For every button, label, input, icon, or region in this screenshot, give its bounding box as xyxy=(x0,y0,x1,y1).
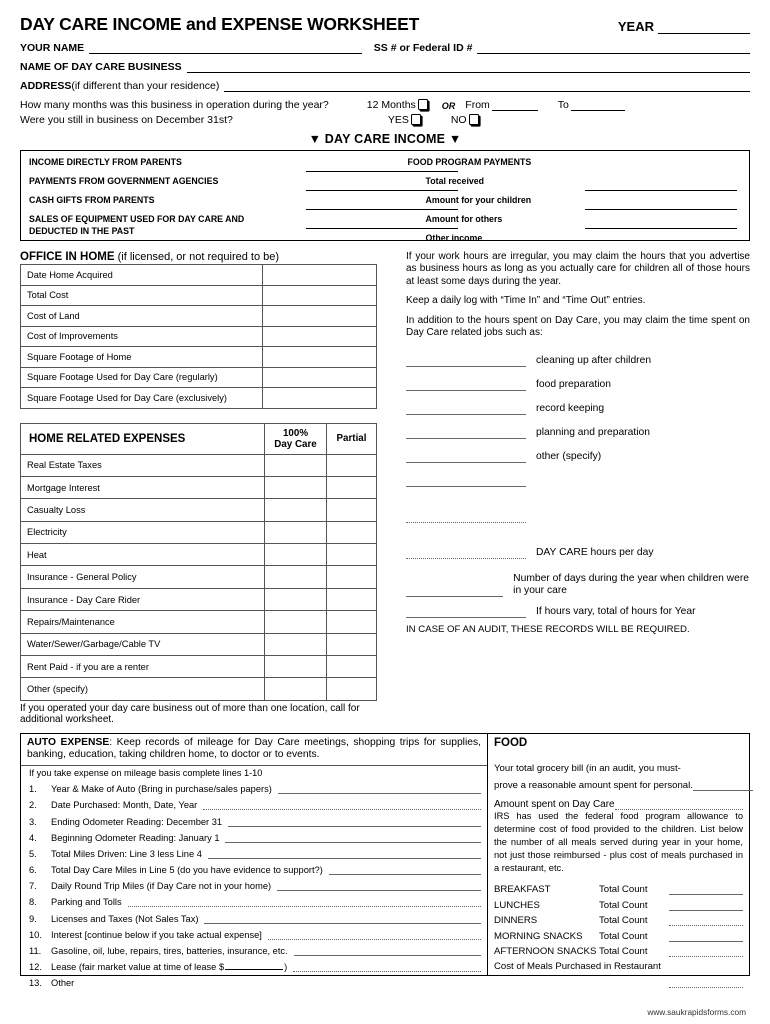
table-row xyxy=(21,285,377,306)
your-name-input[interactable] xyxy=(89,42,362,54)
meal-row xyxy=(488,926,749,941)
food-grocery-text-1: Your total grocery bill (in an audit, you must- xyxy=(494,762,681,774)
auto-input-3[interactable] xyxy=(228,814,481,827)
auto-line-row xyxy=(21,924,487,940)
table-header-row xyxy=(21,423,377,454)
twelve-months-label: 12 Months xyxy=(366,99,416,111)
food-input-total[interactable] xyxy=(585,190,737,191)
hours-item-row xyxy=(406,353,750,367)
hre-pt-0[interactable] xyxy=(327,454,377,476)
hours-paragraph-2: Keep a daily log with “Time In” and “Time Out” entries. xyxy=(406,295,646,307)
hre-title: HOME RELATED EXPENSES xyxy=(21,423,265,454)
business-name-input[interactable] xyxy=(187,61,750,73)
yes-checkbox[interactable] xyxy=(411,114,421,125)
auto-text-13: Other xyxy=(51,978,75,989)
yes-label: YES xyxy=(387,114,409,126)
food-input-others[interactable] xyxy=(585,228,737,229)
auto-line-row xyxy=(21,891,487,907)
hre-label-5: Insurance - General Policy xyxy=(21,566,265,588)
auto-num-7: 7. xyxy=(29,881,37,892)
auto-expense-subtitle: If you take expense on mileage basis complete lines 1-10 xyxy=(29,767,263,778)
your-name-row xyxy=(20,42,750,54)
auto-line-row xyxy=(21,907,487,923)
hours-input-blank-1[interactable] xyxy=(406,473,526,487)
bottom-section xyxy=(20,733,750,989)
table-row xyxy=(21,656,377,678)
hre-pt-5[interactable] xyxy=(327,566,377,588)
hours-paragraph-3: In addition to the hours spent on Day Care, you may claim the time spent on Day Care related jobs such as: xyxy=(406,314,750,339)
auto-expense-panel xyxy=(21,734,488,989)
auto-text-1: Year & Make of Auto (Bring in purchase/sales papers) xyxy=(51,784,272,795)
hre-label-6: Insurance - Day Care Rider xyxy=(21,588,265,610)
hre-pt-9[interactable] xyxy=(327,656,377,678)
hours-label-record-keeping: record keeping xyxy=(536,403,605,415)
table-row xyxy=(21,633,377,655)
hours-item-row xyxy=(406,573,750,597)
meal-count-label-breakfast: Total Count xyxy=(599,884,648,896)
year-label: YEAR xyxy=(617,19,654,34)
hre-dc-10[interactable] xyxy=(265,678,327,700)
meal-label-dinners: DINNERS xyxy=(494,915,538,927)
food-daycare-amount-row xyxy=(488,791,749,810)
auto-text-7: Daily Round Trip Miles (if Day Care not in your home) xyxy=(51,881,272,892)
table-row xyxy=(21,265,377,286)
ssn-input[interactable] xyxy=(477,42,750,54)
auto-input-7[interactable] xyxy=(277,878,481,891)
table-row xyxy=(21,306,377,327)
hre-dc-6[interactable] xyxy=(265,588,327,610)
hours-item-row xyxy=(406,545,750,559)
auto-num-4: 4. xyxy=(29,832,37,843)
auto-line-row xyxy=(21,972,487,988)
table-row xyxy=(21,326,377,347)
oih-value-2[interactable] xyxy=(263,306,377,327)
no-label: NO xyxy=(450,114,467,126)
hre-dc-1[interactable] xyxy=(265,476,327,498)
hours-input-record-keeping[interactable] xyxy=(406,401,526,415)
income-label-sales-2: DEDUCTED IN THE PAST xyxy=(29,226,135,236)
oih-value-1[interactable] xyxy=(263,285,377,306)
auto-num-11: 11. xyxy=(29,946,42,957)
hre-dc-7[interactable] xyxy=(265,611,327,633)
oih-label-0: Date Home Acquired xyxy=(21,265,263,286)
still-business-label: Were you still in business on December 31st? xyxy=(20,114,233,126)
auto-text-8: Parking and Tolls xyxy=(51,897,122,908)
from-label: From xyxy=(465,99,490,111)
income-label-cash-gifts: CASH GIFTS FROM PARENTS xyxy=(29,195,155,205)
office-in-home-title-bold: OFFICE IN HOME xyxy=(20,251,115,263)
hours-label-cleaning: cleaning up after children xyxy=(536,355,652,367)
auto-num-6: 6. xyxy=(29,865,37,876)
auto-input-9[interactable] xyxy=(204,911,481,924)
auto-input-11[interactable] xyxy=(294,943,481,956)
oih-value-5[interactable] xyxy=(263,367,377,388)
auto-text-11: Gasoline, oil, lube, repairs, tires, batteries, insurance, etc. xyxy=(51,946,288,957)
business-name-label: NAME OF DAY CARE BUSINESS xyxy=(20,61,182,73)
header-title-row xyxy=(20,14,750,35)
oih-value-4[interactable] xyxy=(263,347,377,368)
income-left-column xyxy=(21,151,400,240)
auto-text-10: Interest [continue below if you take actual expense] xyxy=(51,929,262,940)
food-daycare-amount-input[interactable] xyxy=(615,798,743,810)
hre-col-partial: Partial xyxy=(327,423,377,454)
hre-label-7: Repairs/Maintenance xyxy=(21,611,265,633)
hre-dc-5[interactable] xyxy=(265,566,327,588)
hours-input-per-day[interactable] xyxy=(406,545,526,559)
auto-expense-header xyxy=(21,734,487,766)
food-irs-paragraph: IRS has used the federal food program allowance to determine cost of food provided to the children. List below the number of all meals served during year in your home, not just those reimbursed - plus cost of meals purchased in a restaurant, etc. xyxy=(494,810,743,873)
auto-text-4: Beginning Odometer Reading: January 1 xyxy=(51,832,220,843)
still-business-row xyxy=(20,114,750,126)
auto-line-row xyxy=(21,859,487,875)
income-label-sales-1: SALES OF EQUIPMENT USED FOR DAY CARE AND xyxy=(29,214,245,224)
table-row xyxy=(21,476,377,498)
hours-label-planning: planning and preparation xyxy=(536,427,650,439)
table-row xyxy=(21,544,377,566)
auto-input-13[interactable] xyxy=(80,976,481,988)
auto-input-10[interactable] xyxy=(268,927,481,940)
auto-input-12[interactable] xyxy=(293,959,481,972)
oih-label-5: Square Footage Used for Day Care (regularly) xyxy=(21,367,263,388)
from-input[interactable] xyxy=(492,110,538,111)
hours-item-row xyxy=(406,449,750,463)
auto-input-4[interactable] xyxy=(225,830,481,843)
auto-num-13: 13. xyxy=(29,978,42,989)
hre-label-0: Real Estate Taxes xyxy=(21,454,265,476)
auto-num-9: 9. xyxy=(29,913,37,924)
hours-input-other[interactable] xyxy=(406,449,526,463)
oih-label-3: Cost of Improvements xyxy=(21,326,263,347)
hre-label-9: Rent Paid - if you are a renter xyxy=(21,656,265,678)
hours-label-days-count: Number of days during the year when children were in your care xyxy=(513,573,749,597)
meal-row xyxy=(488,942,749,957)
footer-url: www.saukrapidsforms.com xyxy=(647,1007,746,1017)
restaurant-label: Cost of Meals Purchased in Restaurant xyxy=(494,961,661,973)
food-title: FOOD xyxy=(494,736,528,749)
table-row xyxy=(21,499,377,521)
ssn-label: SS # or Federal ID # xyxy=(373,42,473,54)
meal-count-label-lunches: Total Count xyxy=(599,899,648,911)
your-name-label: YOUR NAME xyxy=(20,42,85,54)
auto-line-row xyxy=(21,843,487,859)
auto-expense-title: AUTO EXPENSE xyxy=(27,736,110,748)
hours-label-food-prep: food preparation xyxy=(536,379,611,391)
table-row xyxy=(21,367,377,388)
address-label: ADDRESS xyxy=(20,80,72,92)
auto-input-6[interactable] xyxy=(329,862,481,875)
auto-text-9: Licenses and Taxes (Not Sales Tax) xyxy=(51,913,199,924)
auto-input-8[interactable] xyxy=(128,894,481,907)
oih-label-6: Square Footage Used for Day Care (exclusively) xyxy=(21,388,263,409)
no-checkbox[interactable] xyxy=(469,114,479,125)
hours-input-total-year[interactable] xyxy=(406,604,526,618)
meal-count-label-dinners: Total Count xyxy=(599,915,648,927)
hours-item-row xyxy=(406,377,750,391)
meal-input-dinners[interactable] xyxy=(669,914,743,926)
hre-label-3: Electricity xyxy=(21,521,265,543)
food-grocery-row-2 xyxy=(488,774,749,791)
address-note: (if different than your residence) xyxy=(71,80,220,92)
hre-label-1: Mortgage Interest xyxy=(21,476,265,498)
meal-input-lunches[interactable] xyxy=(669,899,743,911)
auto-text-5: Total Miles Driven: Line 3 less Line 4 xyxy=(51,848,202,859)
table-row xyxy=(21,388,377,409)
hre-pt-3[interactable] xyxy=(327,521,377,543)
hre-col-daycare xyxy=(265,423,327,454)
food-label-other-income: Other income xyxy=(425,233,483,243)
meal-row xyxy=(488,895,749,910)
hours-item-row xyxy=(406,509,750,523)
middle-left-column xyxy=(20,251,398,726)
hre-pt-6[interactable] xyxy=(327,588,377,610)
table-row xyxy=(21,611,377,633)
meal-count-label-afternoon-snacks: Total Count xyxy=(599,945,648,957)
auto-num-2: 2. xyxy=(29,800,37,811)
food-daycare-amount-label: Amount spent on Day Care xyxy=(494,798,615,810)
hours-item-row xyxy=(406,425,750,439)
meal-label-morning-snacks: MORNING SNACKS xyxy=(494,930,583,942)
auto-line-row xyxy=(21,827,487,843)
food-panel xyxy=(488,734,749,975)
food-label-your-children: Amount for your children xyxy=(425,195,532,205)
meal-row xyxy=(488,911,749,926)
hours-item-row xyxy=(406,401,750,415)
home-related-expenses-table xyxy=(20,423,377,701)
auto-line-row xyxy=(21,810,487,826)
auto-lease-fmv-input[interactable] xyxy=(225,961,283,970)
hre-dc-4[interactable] xyxy=(265,544,327,566)
hre-pt-1[interactable] xyxy=(327,476,377,498)
meal-input-breakfast[interactable] xyxy=(669,883,743,895)
auto-text-2: Date Purchased: Month, Date, Year xyxy=(51,800,198,811)
year-input-line[interactable] xyxy=(658,33,750,34)
auto-text-3: Ending Odometer Reading: December 31 xyxy=(51,816,223,827)
table-row xyxy=(21,678,377,700)
auto-text-12-pre: Lease (fair market value at time of lease $ xyxy=(51,962,225,973)
hre-label-10: Other (specify) xyxy=(21,678,265,700)
food-grocery-input[interactable] xyxy=(693,779,753,791)
months-question-row xyxy=(20,99,750,111)
to-input[interactable] xyxy=(571,110,625,111)
hre-label-2: Casualty Loss xyxy=(21,499,265,521)
hre-dc-9[interactable] xyxy=(265,656,327,678)
oih-label-4: Square Footage of Home xyxy=(21,347,263,368)
hours-input-food-prep[interactable] xyxy=(406,377,526,391)
table-row xyxy=(21,588,377,610)
hours-paragraph-1: If your work hours are irregular, you may claim the hours that you advertise as business hours as long as you actually care for children all of those hours at least some days during the year. xyxy=(406,251,750,287)
auto-line-row xyxy=(21,875,487,891)
hre-dc-3[interactable] xyxy=(265,521,327,543)
auto-text-12 xyxy=(51,961,287,972)
audit-note: IN CASE OF AN AUDIT, THESE RECORDS WILL BE REQUIRED. xyxy=(406,624,690,636)
oih-label-1: Total Cost xyxy=(21,285,263,306)
table-row xyxy=(21,347,377,368)
meal-count-label-morning-snacks: Total Count xyxy=(599,930,648,942)
auto-expense-title-rest: : Keep records of mileage for Day Care meetings, shopping trips for supplies, banking, education, taking children home, to doctor or to events. xyxy=(27,736,481,761)
income-right-column xyxy=(400,151,749,243)
hre-col-100-label: 100% xyxy=(282,427,309,439)
to-label: To xyxy=(557,99,569,111)
hours-label-total-year: If hours vary, total of hours for Year xyxy=(536,606,696,618)
income-box xyxy=(20,150,750,241)
table-row xyxy=(21,521,377,543)
hre-col-daycare-label: Day Care xyxy=(274,438,317,450)
auto-num-10: 10. xyxy=(29,929,42,940)
middle-right-column xyxy=(398,251,750,726)
meal-row xyxy=(488,880,749,895)
hours-item-row xyxy=(406,473,750,487)
hre-label-4: Heat xyxy=(21,544,265,566)
year-field-group xyxy=(618,19,750,35)
auto-text-6: Total Day Care Miles in Line 5 (do you have evidence to support?) xyxy=(51,865,323,876)
auto-num-12: 12. xyxy=(29,962,42,973)
twelve-months-checkbox[interactable] xyxy=(418,99,428,110)
page-title: DAY CARE INCOME and EXPENSE WORKSHEET xyxy=(20,14,420,34)
address-input[interactable] xyxy=(224,80,750,92)
hre-label-8: Water/Sewer/Garbage/Cable TV xyxy=(21,633,265,655)
or-label: OR xyxy=(441,101,456,111)
office-in-home-title xyxy=(20,251,398,263)
oih-value-3[interactable] xyxy=(263,326,377,347)
hours-input-planning[interactable] xyxy=(406,425,526,439)
hre-pt-10[interactable] xyxy=(327,678,377,700)
oih-value-0[interactable] xyxy=(263,265,377,286)
food-grocery-row-1 xyxy=(488,757,749,774)
meal-label-lunches: LUNCHES xyxy=(494,899,540,911)
meal-label-breakfast: BREAKFAST xyxy=(494,884,551,896)
table-row xyxy=(21,454,377,476)
auto-num-3: 3. xyxy=(29,816,37,827)
food-label-others: Amount for others xyxy=(425,214,503,224)
auto-input-2[interactable] xyxy=(203,797,481,810)
hours-input-blank-2[interactable] xyxy=(406,509,526,523)
meal-input-afternoon-snacks[interactable] xyxy=(669,945,743,957)
auto-input-5[interactable] xyxy=(208,846,481,859)
oih-label-2: Cost of Land xyxy=(21,306,263,327)
food-label-total: Total received xyxy=(425,176,485,186)
auto-line-row xyxy=(21,956,487,972)
middle-section xyxy=(20,251,750,726)
hours-label-other: other (specify) xyxy=(536,451,602,463)
business-name-row xyxy=(20,61,750,73)
auto-line-row xyxy=(21,940,487,956)
meal-input-morning-snacks[interactable] xyxy=(669,930,743,942)
office-in-home-table xyxy=(20,264,377,409)
hre-pt-2[interactable] xyxy=(327,499,377,521)
food-grocery-text-2: prove a reasonable amount spent for personal. xyxy=(494,779,693,791)
hre-dc-0[interactable] xyxy=(265,454,327,476)
auto-num-8: 8. xyxy=(29,897,37,908)
auto-num-1: 1. xyxy=(29,784,37,795)
hours-item-row xyxy=(406,604,750,618)
hre-dc-8[interactable] xyxy=(265,633,327,655)
restaurant-input[interactable] xyxy=(669,976,743,988)
table-row xyxy=(21,566,377,588)
restaurant-row xyxy=(488,957,749,972)
hre-pt-4[interactable] xyxy=(327,544,377,566)
food-input-your-children[interactable] xyxy=(585,209,737,210)
hours-label-per-day: DAY CARE hours per day xyxy=(536,547,654,559)
income-label-parents: INCOME DIRECTLY FROM PARENTS xyxy=(29,157,182,167)
day-care-income-banner: ▼ DAY CARE INCOME ▼ xyxy=(308,132,462,146)
income-label-government: PAYMENTS FROM GOVERNMENT AGENCIES xyxy=(29,176,219,186)
auto-num-5: 5. xyxy=(29,848,37,859)
hre-dc-2[interactable] xyxy=(265,499,327,521)
auto-text-12-post: ) xyxy=(284,962,288,973)
hours-input-cleaning[interactable] xyxy=(406,353,526,367)
hours-input-days-count[interactable] xyxy=(406,583,503,597)
hre-pt-8[interactable] xyxy=(327,633,377,655)
auto-input-1[interactable] xyxy=(278,781,481,794)
hre-pt-7[interactable] xyxy=(327,611,377,633)
multiple-location-note: If you operated your day care business out of more than one location, call for additional worksheet. xyxy=(20,702,360,726)
months-question-label: How many months was this business in operation during the year? xyxy=(20,99,329,111)
auto-line-row xyxy=(21,778,487,794)
restaurant-input-row xyxy=(488,972,749,987)
oih-value-6[interactable] xyxy=(263,388,377,409)
address-row xyxy=(20,80,750,92)
office-in-home-title-note: (if licensed, or not required to be) xyxy=(114,251,280,263)
food-program-title: FOOD PROGRAM PAYMENTS xyxy=(407,157,532,167)
auto-line-row xyxy=(21,794,487,810)
meal-label-afternoon-snacks: AFTERNOON SNACKS xyxy=(494,945,597,957)
